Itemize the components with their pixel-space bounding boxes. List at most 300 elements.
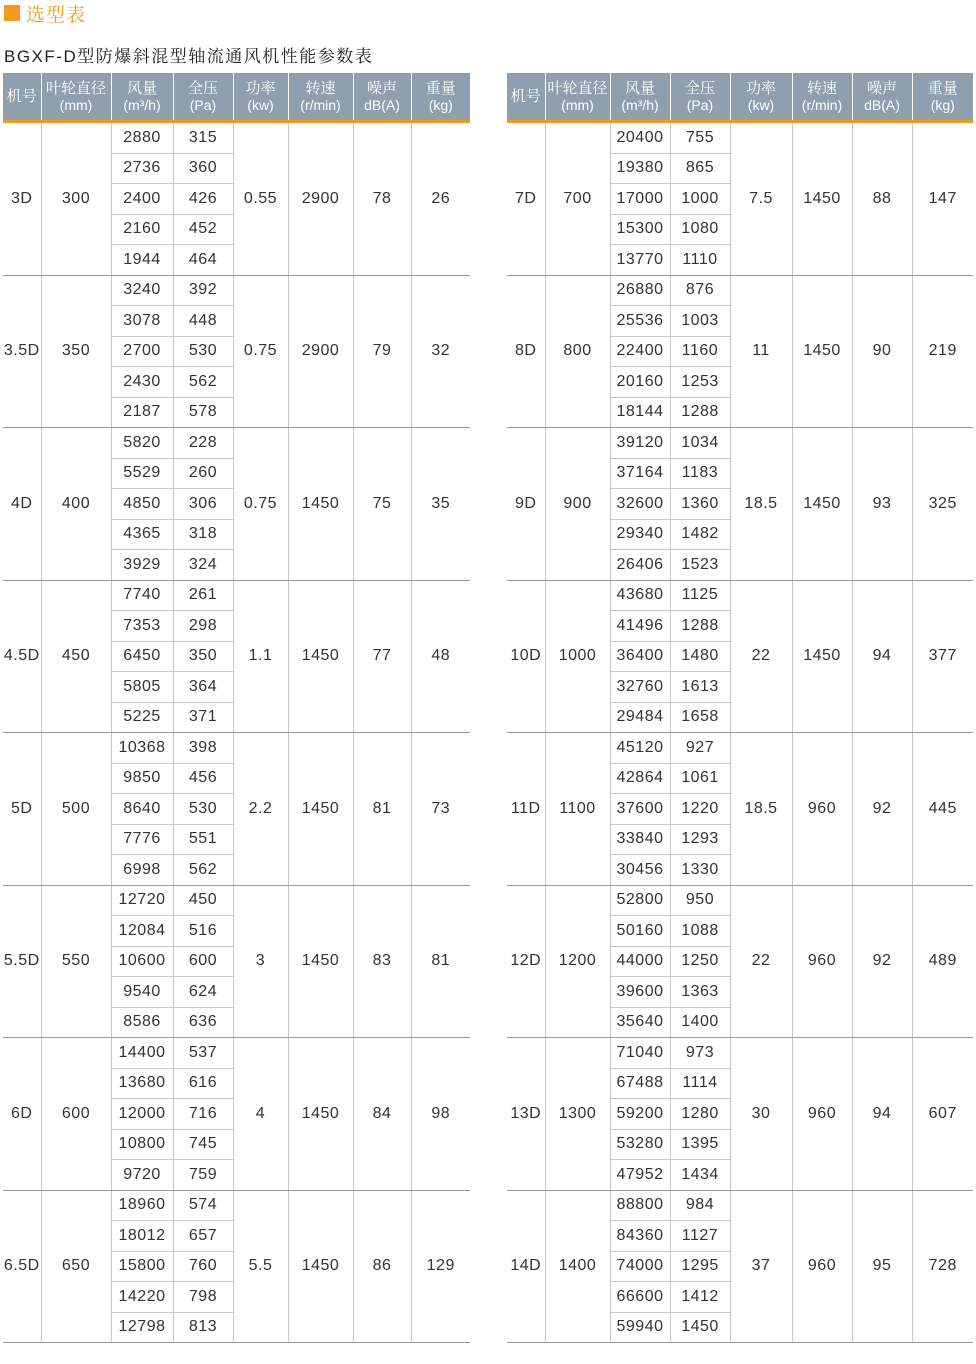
airflow-cell: 41496 xyxy=(610,611,670,642)
speed-cell: 1450 xyxy=(792,275,852,428)
airflow-cell: 5529 xyxy=(111,458,173,489)
pressure-cell: 657 xyxy=(173,1221,233,1252)
orange-square-icon xyxy=(4,5,20,21)
airflow-cell: 18144 xyxy=(610,397,670,428)
pressure-cell: 1253 xyxy=(670,367,730,398)
speed-cell: 960 xyxy=(792,1038,852,1191)
pressure-cell: 813 xyxy=(173,1312,233,1343)
weight-cell: 147 xyxy=(912,122,973,276)
header-row xyxy=(3,73,470,122)
weight-cell: 445 xyxy=(912,733,973,886)
pressure-cell: 1400 xyxy=(670,1007,730,1038)
pressure-cell: 716 xyxy=(173,1099,233,1130)
model-cell: 9D xyxy=(507,428,545,581)
airflow-cell: 8586 xyxy=(111,1007,173,1038)
table-title: BGXF-D型防爆斜混型轴流通风机性能参数表 xyxy=(4,47,374,66)
weight-cell: 325 xyxy=(912,428,973,581)
weight-cell: 73 xyxy=(411,733,470,886)
column-header-unit: (kg) xyxy=(428,96,453,113)
airflow-cell: 7353 xyxy=(111,611,173,642)
airflow-cell: 12798 xyxy=(111,1312,173,1343)
diameter-cell: 350 xyxy=(41,275,111,428)
column-header-name: 风量 xyxy=(126,79,157,97)
airflow-cell: 9850 xyxy=(111,763,173,794)
model-cell: 8D xyxy=(507,275,545,428)
noise-cell: 94 xyxy=(852,1038,912,1191)
noise-cell: 83 xyxy=(353,885,411,1038)
pressure-cell: 360 xyxy=(173,153,233,184)
airflow-cell: 15800 xyxy=(111,1251,173,1282)
airflow-cell: 22400 xyxy=(610,336,670,367)
airflow-cell: 19380 xyxy=(610,153,670,184)
airflow-cell: 3929 xyxy=(111,550,173,581)
noise-cell: 94 xyxy=(852,580,912,733)
pressure-cell: 456 xyxy=(173,763,233,794)
pressure-cell: 759 xyxy=(173,1160,233,1191)
pressure-cell: 1480 xyxy=(670,641,730,672)
airflow-cell: 25536 xyxy=(610,306,670,337)
weight-cell: 219 xyxy=(912,275,973,428)
diameter-cell: 1200 xyxy=(545,885,610,1038)
pressure-cell: 562 xyxy=(173,855,233,886)
pressure-cell: 1003 xyxy=(670,306,730,337)
column-header-name: 噪声 xyxy=(366,79,397,97)
airflow-cell: 2400 xyxy=(111,184,173,215)
column-header xyxy=(507,73,545,122)
pressure-cell: 1523 xyxy=(670,550,730,581)
airflow-cell: 35640 xyxy=(610,1007,670,1038)
pressure-cell: 636 xyxy=(173,1007,233,1038)
airflow-cell: 45120 xyxy=(610,733,670,764)
pressure-cell: 1280 xyxy=(670,1099,730,1130)
airflow-cell: 1944 xyxy=(111,245,173,276)
pressure-cell: 1127 xyxy=(670,1221,730,1252)
pressure-cell: 973 xyxy=(670,1038,730,1069)
model-cell: 5.5D xyxy=(3,885,41,1038)
pressure-cell: 760 xyxy=(173,1251,233,1282)
airflow-cell: 2700 xyxy=(111,336,173,367)
airflow-cell: 9720 xyxy=(111,1160,173,1191)
table-row xyxy=(507,1190,973,1221)
pressure-cell: 1000 xyxy=(670,184,730,215)
weight-cell: 81 xyxy=(411,885,470,1038)
table-row xyxy=(507,275,973,306)
column-header-unit: (Pa) xyxy=(189,96,217,113)
airflow-cell: 71040 xyxy=(610,1038,670,1069)
speed-cell: 960 xyxy=(792,885,852,1038)
pressure-cell: 865 xyxy=(670,153,730,184)
column-header-name: 转速 xyxy=(305,79,336,97)
power-cell: 0.75 xyxy=(233,428,288,581)
table-row xyxy=(3,1038,470,1069)
diameter-cell: 400 xyxy=(41,428,111,581)
airflow-cell: 7776 xyxy=(111,824,173,855)
diameter-cell: 700 xyxy=(545,122,610,276)
pressure-cell: 616 xyxy=(173,1068,233,1099)
pressure-cell: 530 xyxy=(173,336,233,367)
power-cell: 11 xyxy=(730,275,792,428)
table-body xyxy=(507,122,973,1343)
speed-cell: 1450 xyxy=(792,428,852,581)
table-row xyxy=(3,733,470,764)
weight-cell: 377 xyxy=(912,580,973,733)
airflow-cell: 88800 xyxy=(610,1190,670,1221)
column-header xyxy=(173,73,233,122)
power-cell: 1.1 xyxy=(233,580,288,733)
pressure-cell: 371 xyxy=(173,702,233,733)
column-header-unit: (mm) xyxy=(561,96,594,113)
power-cell: 37 xyxy=(730,1190,792,1343)
column-header-name: 重量 xyxy=(425,79,456,97)
speed-cell: 1450 xyxy=(288,885,353,1038)
pressure-cell: 1114 xyxy=(670,1068,730,1099)
pressure-cell: 261 xyxy=(173,580,233,611)
column-header-name: 全压 xyxy=(684,79,715,97)
table-row xyxy=(3,275,470,306)
table-row xyxy=(507,885,973,916)
noise-cell: 86 xyxy=(353,1190,411,1343)
column-header xyxy=(852,73,912,122)
pressure-cell: 1034 xyxy=(670,428,730,459)
pressure-cell: 1160 xyxy=(670,336,730,367)
column-header xyxy=(792,73,852,122)
model-cell: 3.5D xyxy=(3,275,41,428)
noise-cell: 88 xyxy=(852,122,912,276)
airflow-cell: 10368 xyxy=(111,733,173,764)
model-cell: 6.5D xyxy=(3,1190,41,1343)
diameter-cell: 900 xyxy=(545,428,610,581)
column-header xyxy=(233,73,288,122)
speed-cell: 2900 xyxy=(288,275,353,428)
noise-cell: 92 xyxy=(852,733,912,886)
airflow-cell: 32760 xyxy=(610,672,670,703)
pressure-cell: 745 xyxy=(173,1129,233,1160)
pressure-cell: 350 xyxy=(173,641,233,672)
spec-table-right xyxy=(507,73,973,1343)
airflow-cell: 66600 xyxy=(610,1282,670,1313)
pressure-cell: 448 xyxy=(173,306,233,337)
airflow-cell: 13680 xyxy=(111,1068,173,1099)
airflow-cell: 2160 xyxy=(111,214,173,245)
pressure-cell: 1293 xyxy=(670,824,730,855)
airflow-cell: 13770 xyxy=(610,245,670,276)
airflow-cell: 26406 xyxy=(610,550,670,581)
power-cell: 22 xyxy=(730,580,792,733)
column-header-name: 功率 xyxy=(745,79,776,97)
airflow-cell: 15300 xyxy=(610,214,670,245)
table-row xyxy=(3,885,470,916)
column-header-unit: dB(A) xyxy=(864,96,900,113)
pressure-cell: 464 xyxy=(173,245,233,276)
column-header xyxy=(610,73,670,122)
pressure-cell: 1330 xyxy=(670,855,730,886)
pressure-cell: 574 xyxy=(173,1190,233,1221)
pressure-cell: 624 xyxy=(173,977,233,1008)
airflow-cell: 5820 xyxy=(111,428,173,459)
table-row xyxy=(507,580,973,611)
airflow-cell: 59940 xyxy=(610,1312,670,1343)
column-header-name: 叶轮直径 xyxy=(45,79,106,97)
pressure-cell: 551 xyxy=(173,824,233,855)
model-cell: 13D xyxy=(507,1038,545,1191)
airflow-cell: 2880 xyxy=(111,122,173,154)
airflow-cell: 2736 xyxy=(111,153,173,184)
pressure-cell: 1412 xyxy=(670,1282,730,1313)
airflow-cell: 33840 xyxy=(610,824,670,855)
pressure-cell: 398 xyxy=(173,733,233,764)
noise-cell: 79 xyxy=(353,275,411,428)
section-title: 选型表 xyxy=(26,4,87,26)
pressure-cell: 562 xyxy=(173,367,233,398)
noise-cell: 84 xyxy=(353,1038,411,1191)
table-row xyxy=(3,122,470,154)
pressure-cell: 530 xyxy=(173,794,233,825)
pressure-cell: 516 xyxy=(173,916,233,947)
airflow-cell: 8640 xyxy=(111,794,173,825)
table-row xyxy=(507,733,973,764)
speed-cell: 1450 xyxy=(288,580,353,733)
pressure-cell: 578 xyxy=(173,397,233,428)
airflow-cell: 5805 xyxy=(111,672,173,703)
model-cell: 10D xyxy=(507,580,545,733)
pressure-cell: 1363 xyxy=(670,977,730,1008)
pressure-cell: 537 xyxy=(173,1038,233,1069)
noise-cell: 90 xyxy=(852,275,912,428)
pressure-cell: 452 xyxy=(173,214,233,245)
airflow-cell: 43680 xyxy=(610,580,670,611)
pressure-cell: 450 xyxy=(173,885,233,916)
power-cell: 22 xyxy=(730,885,792,1038)
airflow-cell: 5225 xyxy=(111,702,173,733)
pressure-cell: 1080 xyxy=(670,214,730,245)
model-cell: 11D xyxy=(507,733,545,886)
pressure-cell: 1288 xyxy=(670,611,730,642)
diameter-cell: 1400 xyxy=(545,1190,610,1343)
column-header xyxy=(670,73,730,122)
pressure-cell: 364 xyxy=(173,672,233,703)
column-header-name: 叶轮直径 xyxy=(547,79,608,97)
column-header xyxy=(41,73,111,122)
pressure-cell: 1288 xyxy=(670,397,730,428)
column-header-name: 全压 xyxy=(187,79,218,97)
airflow-cell: 39600 xyxy=(610,977,670,1008)
pressure-cell: 392 xyxy=(173,275,233,306)
airflow-cell: 12000 xyxy=(111,1099,173,1130)
airflow-cell: 12084 xyxy=(111,916,173,947)
column-header xyxy=(3,73,41,122)
diameter-cell: 1300 xyxy=(545,1038,610,1191)
weight-cell: 607 xyxy=(912,1038,973,1191)
column-header-unit: (m³/h) xyxy=(123,96,161,113)
pressure-cell: 1360 xyxy=(670,489,730,520)
pressure-cell: 1613 xyxy=(670,672,730,703)
airflow-cell: 29484 xyxy=(610,702,670,733)
airflow-cell: 26880 xyxy=(610,275,670,306)
airflow-cell: 7740 xyxy=(111,580,173,611)
model-cell: 5D xyxy=(3,733,41,886)
noise-cell: 81 xyxy=(353,733,411,886)
column-header xyxy=(111,73,173,122)
pressure-cell: 600 xyxy=(173,946,233,977)
pressure-cell: 228 xyxy=(173,428,233,459)
weight-cell: 489 xyxy=(912,885,973,1038)
pressure-cell: 984 xyxy=(670,1190,730,1221)
power-cell: 4 xyxy=(233,1038,288,1191)
pressure-cell: 298 xyxy=(173,611,233,642)
airflow-cell: 47952 xyxy=(610,1160,670,1191)
speed-cell: 1450 xyxy=(288,1038,353,1191)
airflow-cell: 9540 xyxy=(111,977,173,1008)
airflow-cell: 10800 xyxy=(111,1129,173,1160)
pressure-cell: 1110 xyxy=(670,245,730,276)
table-row xyxy=(3,428,470,459)
pressure-cell: 755 xyxy=(670,122,730,154)
pressure-cell: 1434 xyxy=(670,1160,730,1191)
airflow-cell: 17000 xyxy=(610,184,670,215)
speed-cell: 1450 xyxy=(792,580,852,733)
power-cell: 7.5 xyxy=(730,122,792,276)
column-header-unit: (kw) xyxy=(747,96,775,113)
pressure-cell: 1088 xyxy=(670,916,730,947)
noise-cell: 77 xyxy=(353,580,411,733)
column-header-unit: (r/min) xyxy=(300,96,341,113)
column-header-unit: (Pa) xyxy=(686,96,714,113)
airflow-cell: 42864 xyxy=(610,763,670,794)
weight-cell: 26 xyxy=(411,122,470,276)
weight-cell: 32 xyxy=(411,275,470,428)
diameter-cell: 450 xyxy=(41,580,111,733)
pressure-cell: 1250 xyxy=(670,946,730,977)
pressure-cell: 950 xyxy=(670,885,730,916)
column-header-name: 机号 xyxy=(6,88,37,105)
model-cell: 4D xyxy=(3,428,41,581)
column-header xyxy=(411,73,470,122)
column-header-name: 风量 xyxy=(624,79,655,97)
pressure-cell: 318 xyxy=(173,519,233,550)
model-cell: 7D xyxy=(507,122,545,276)
column-header-name: 功率 xyxy=(245,79,276,97)
airflow-cell: 52800 xyxy=(610,885,670,916)
weight-cell: 98 xyxy=(411,1038,470,1191)
diameter-cell: 800 xyxy=(545,275,610,428)
pressure-cell: 1220 xyxy=(670,794,730,825)
power-cell: 0.75 xyxy=(233,275,288,428)
weight-cell: 129 xyxy=(411,1190,470,1343)
table-row xyxy=(507,1038,973,1069)
airflow-cell: 29340 xyxy=(610,519,670,550)
pressure-cell: 315 xyxy=(173,122,233,154)
column-header-name: 噪声 xyxy=(866,79,897,97)
speed-cell: 1450 xyxy=(288,428,353,581)
model-cell: 3D xyxy=(3,122,41,276)
pressure-cell: 798 xyxy=(173,1282,233,1313)
column-header xyxy=(545,73,610,122)
weight-cell: 48 xyxy=(411,580,470,733)
airflow-cell: 3078 xyxy=(111,306,173,337)
pressure-cell: 426 xyxy=(173,184,233,215)
table-row xyxy=(507,428,973,459)
header-row xyxy=(507,73,973,122)
pressure-cell: 1395 xyxy=(670,1129,730,1160)
column-header-unit: (m³/h) xyxy=(621,96,659,113)
noise-cell: 75 xyxy=(353,428,411,581)
pressure-cell: 260 xyxy=(173,458,233,489)
airflow-cell: 6998 xyxy=(111,855,173,886)
airflow-cell: 3240 xyxy=(111,275,173,306)
power-cell: 18.5 xyxy=(730,733,792,886)
power-cell: 18.5 xyxy=(730,428,792,581)
column-header-name: 转速 xyxy=(806,79,837,97)
pressure-cell: 1295 xyxy=(670,1251,730,1282)
airflow-cell: 12720 xyxy=(111,885,173,916)
airflow-cell: 4365 xyxy=(111,519,173,550)
pressure-cell: 876 xyxy=(670,275,730,306)
diameter-cell: 1000 xyxy=(545,580,610,733)
column-header-unit: (kg) xyxy=(930,96,955,113)
column-header-unit: (kw) xyxy=(247,96,274,113)
noise-cell: 95 xyxy=(852,1190,912,1343)
airflow-cell: 2430 xyxy=(111,367,173,398)
column-header xyxy=(288,73,353,122)
speed-cell: 1450 xyxy=(792,122,852,276)
column-header-unit: (r/min) xyxy=(801,96,843,113)
speed-cell: 960 xyxy=(792,733,852,886)
airflow-cell: 74000 xyxy=(610,1251,670,1282)
column-header-name: 机号 xyxy=(510,88,541,105)
pressure-cell: 1482 xyxy=(670,519,730,550)
power-cell: 30 xyxy=(730,1038,792,1191)
power-cell: 5.5 xyxy=(233,1190,288,1343)
diameter-cell: 600 xyxy=(41,1038,111,1191)
pressure-cell: 1061 xyxy=(670,763,730,794)
power-cell: 3 xyxy=(233,885,288,1038)
table-row xyxy=(3,580,470,611)
airflow-cell: 53280 xyxy=(610,1129,670,1160)
power-cell: 0.55 xyxy=(233,122,288,276)
airflow-cell: 18960 xyxy=(111,1190,173,1221)
pressure-cell: 306 xyxy=(173,489,233,520)
airflow-cell: 50160 xyxy=(610,916,670,947)
diameter-cell: 550 xyxy=(41,885,111,1038)
speed-cell: 2900 xyxy=(288,122,353,276)
noise-cell: 78 xyxy=(353,122,411,276)
column-header xyxy=(912,73,973,122)
airflow-cell: 14400 xyxy=(111,1038,173,1069)
diameter-cell: 300 xyxy=(41,122,111,276)
model-cell: 4.5D xyxy=(3,580,41,733)
airflow-cell: 84360 xyxy=(610,1221,670,1252)
table-row xyxy=(507,122,973,154)
column-header-unit: (mm) xyxy=(59,96,93,113)
column-header xyxy=(353,73,411,122)
column-header-name: 重量 xyxy=(927,79,958,97)
pressure-cell: 1450 xyxy=(670,1312,730,1343)
weight-cell: 728 xyxy=(912,1190,973,1343)
diameter-cell: 1100 xyxy=(545,733,610,886)
airflow-cell: 20160 xyxy=(610,367,670,398)
airflow-cell: 10600 xyxy=(111,946,173,977)
airflow-cell: 59200 xyxy=(610,1099,670,1130)
airflow-cell: 6450 xyxy=(111,641,173,672)
model-cell: 14D xyxy=(507,1190,545,1343)
model-cell: 6D xyxy=(3,1038,41,1191)
diameter-cell: 650 xyxy=(41,1190,111,1343)
diameter-cell: 500 xyxy=(41,733,111,886)
power-cell: 2.2 xyxy=(233,733,288,886)
airflow-cell: 36400 xyxy=(610,641,670,672)
pressure-cell: 1658 xyxy=(670,702,730,733)
pressure-cell: 927 xyxy=(670,733,730,764)
